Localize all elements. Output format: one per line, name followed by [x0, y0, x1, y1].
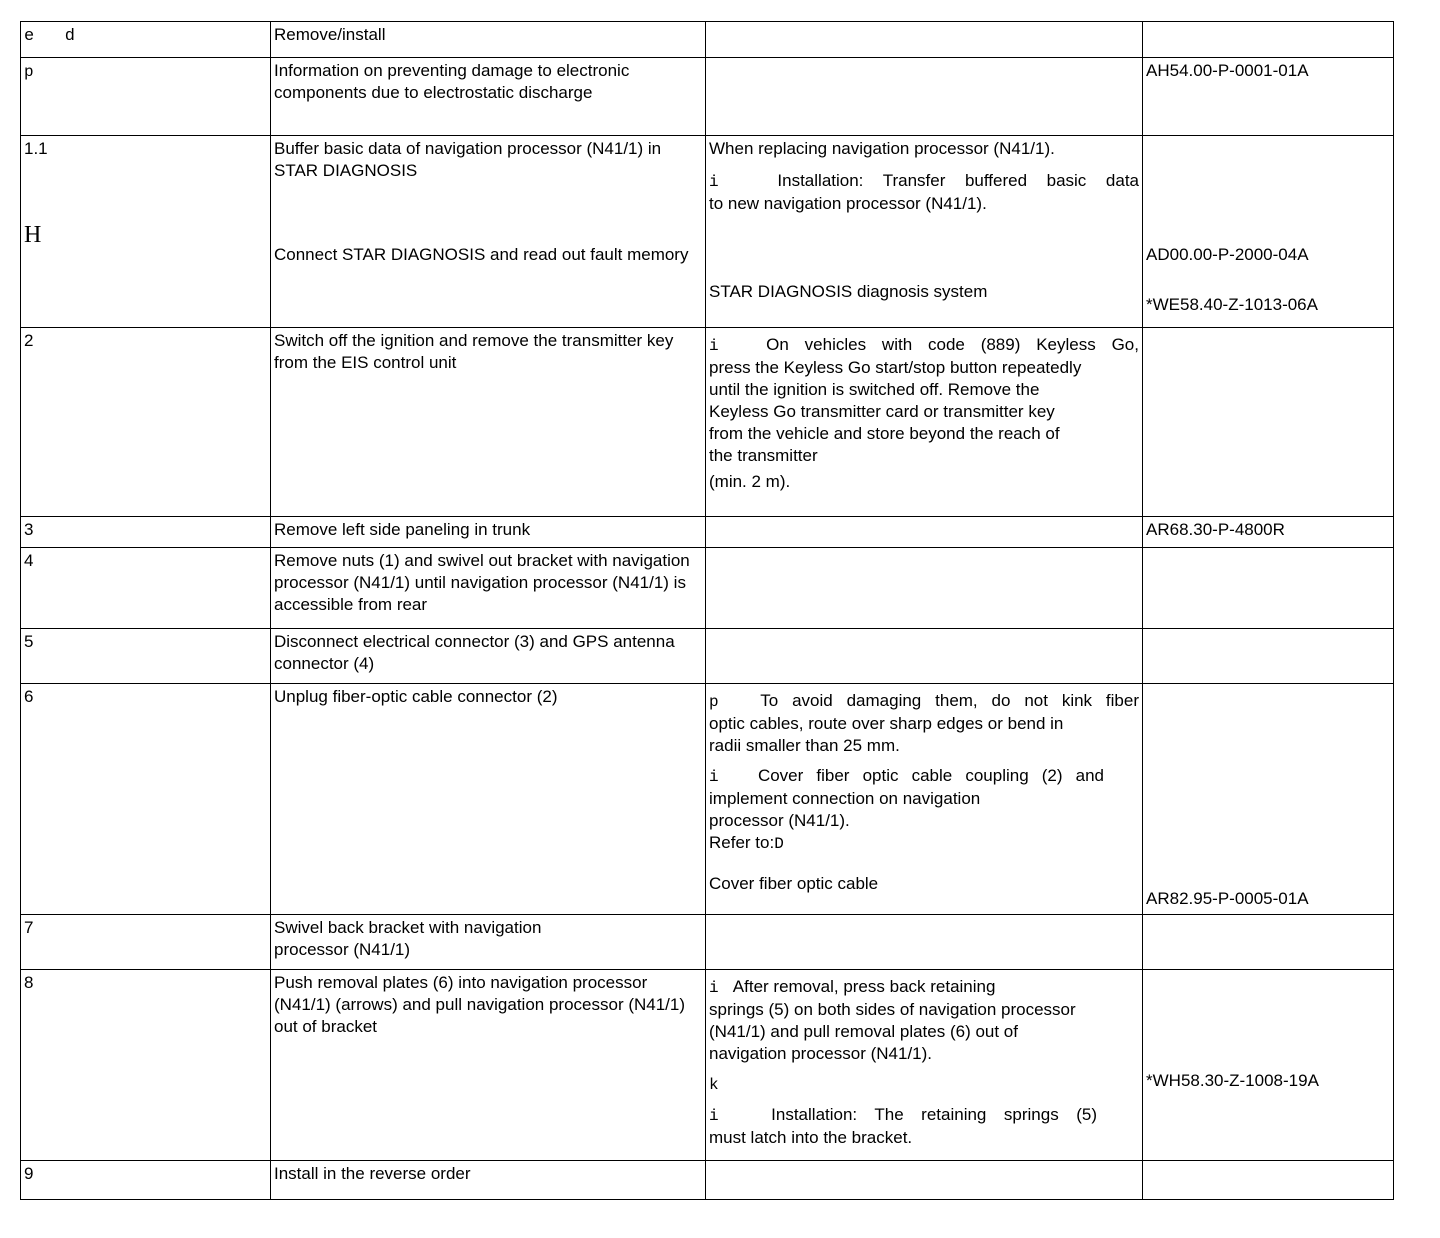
header-step-symbols: e d [24, 27, 76, 46]
fiber-caution-text: To avoid damaging them, do not kink fiber [760, 691, 1140, 710]
swivel-back-action: Swivel back bracket with navigation processor (N41/1) [274, 918, 542, 959]
cover-fiber-ref-link[interactable]: AR82.95-P-0005-01A [1146, 889, 1309, 908]
action-cell [271, 136, 706, 328]
keyless-note-distance: (min. 2 m). [709, 472, 791, 491]
note-cell [706, 915, 1143, 970]
info-icon: i [709, 768, 719, 786]
action-cell [271, 970, 706, 1161]
step-cell [21, 548, 271, 629]
ref-cell [1143, 58, 1394, 136]
fiber-caution-line1 [709, 690, 1139, 713]
table-row-6 [21, 684, 1394, 915]
fiber-caution-body: optic cables, route over sharp edges or bend in radii smaller than 25 mm. [709, 714, 1064, 755]
note-cell [706, 629, 1143, 684]
esd-action: Information on preventing damage to electronic components due to electrostatic discharge [274, 61, 630, 102]
diagnosis-icon: H [24, 222, 42, 248]
step-cell [21, 136, 271, 328]
connect-action: Connect STAR DIAGNOSIS and read out fault memory [274, 245, 689, 264]
after-removal-text: After removal, press back retaining [732, 977, 996, 996]
note-cell [706, 517, 1143, 548]
action-cell [271, 548, 706, 629]
paneling-ref-link[interactable]: AR68.30-P-4800R [1146, 520, 1285, 539]
action-cell [271, 1161, 706, 1200]
procedure-sheet [20, 21, 1393, 1200]
step-number: 7 [24, 918, 34, 937]
table-row-1-1-and-H [21, 136, 1394, 328]
ref-cell [1143, 684, 1394, 915]
ref-cell [1143, 629, 1394, 684]
cover-note-body: implement connection on navigation processor (N41/1). [709, 789, 981, 830]
refer-to-label: Refer to: [709, 833, 775, 852]
install-action: Install in the reverse order [274, 1164, 471, 1183]
header-action: Remove/install [274, 25, 386, 44]
diagnosis-system-ref-link[interactable]: *WE58.40-Z-1013-06A [1146, 295, 1318, 314]
step-cell [21, 517, 271, 548]
table-row-7 [21, 915, 1394, 970]
info-icon: i [709, 1107, 719, 1125]
refer-to-line [709, 832, 1139, 855]
caution-icon: p [24, 63, 34, 81]
latch-note-text: Installation: The retaining springs (5) [771, 1105, 1097, 1124]
ref-cell [1143, 136, 1394, 328]
step-cell [21, 22, 271, 58]
esd-ref-link[interactable]: AH54.00-P-0001-01A [1146, 61, 1309, 80]
step-cell [21, 970, 271, 1161]
step-number: 3 [24, 520, 34, 539]
table-row-4 [21, 548, 1394, 629]
document-icon: D [774, 835, 784, 853]
step-cell [21, 58, 271, 136]
note-cell [706, 136, 1143, 328]
after-removal-line1 [709, 976, 1139, 999]
caution-icon: p [709, 693, 719, 711]
table-row-header [21, 22, 1394, 58]
ref-cell [1143, 517, 1394, 548]
step-cell [21, 328, 271, 517]
action-cell [271, 328, 706, 517]
ref-cell [1143, 328, 1394, 517]
step-number: 6 [24, 687, 34, 706]
action-cell [271, 915, 706, 970]
action-cell [271, 629, 706, 684]
note-cell [706, 684, 1143, 915]
step-number: 8 [24, 973, 34, 992]
install-note-line1 [709, 170, 1139, 193]
note-cell [706, 328, 1143, 517]
fault-memory-ref-link[interactable]: AD00.00-P-2000-04A [1146, 245, 1309, 264]
cover-note-line1 [709, 765, 1104, 788]
after-removal-body: springs (5) on both sides of navigation processor (N41/1) and pull removal plates (6) out of navigation processor (N41/1). [709, 1000, 1076, 1063]
latch-note-body: must latch into the bracket. [709, 1128, 913, 1147]
key-symbol-line [709, 1073, 1139, 1096]
ref-cell [1143, 970, 1394, 1161]
ignition-action: Switch off the ignition and remove the transmitter key from the EIS control unit [274, 331, 674, 372]
note-cell [706, 22, 1143, 58]
note-cell [706, 1161, 1143, 1200]
procedure-table [20, 21, 1394, 1200]
step-number: 2 [24, 331, 34, 350]
info-icon: i [709, 173, 719, 191]
keyless-note-line1 [709, 334, 1139, 357]
buffer-action: Buffer basic data of navigation processor (N41/1) in STAR DIAGNOSIS [274, 139, 662, 180]
note-cell [706, 548, 1143, 629]
step-cell [21, 629, 271, 684]
table-row-5 [21, 629, 1394, 684]
action-cell [271, 684, 706, 915]
install-note-text: Installation: Transfer buffered basic data [777, 171, 1139, 190]
note-cell [706, 58, 1143, 136]
info-icon: i [709, 979, 719, 997]
step-number: 5 [24, 632, 34, 651]
table-row-esd [21, 58, 1394, 136]
table-row-2 [21, 328, 1394, 517]
note-cell [706, 970, 1143, 1161]
diagnosis-system-note: STAR DIAGNOSIS diagnosis system [709, 282, 988, 301]
step-number: 1.1 [24, 139, 48, 158]
keyless-note-body: press the Keyless Go start/stop button repeatedly until the ignition is switched off. Remove the Keyless Go transmitter card or transmitter key from the vehicle and store beyond the reach of the transmitter [709, 358, 1082, 465]
step-number: 4 [24, 551, 34, 570]
keyless-note-text: On vehicles with code (889) Keyless Go, [766, 335, 1139, 354]
ref-cell [1143, 1161, 1394, 1200]
action-cell [271, 517, 706, 548]
table-row-9 [21, 1161, 1394, 1200]
latch-note-line1 [709, 1104, 1097, 1127]
disconnect-action: Disconnect electrical connector (3) and GPS antenna connector (4) [274, 632, 675, 673]
unplug-action: Unplug fiber-optic cable connector (2) [274, 687, 558, 706]
swivel-out-action: Remove nuts (1) and swivel out bracket with navigation processor (N41/1) until navigation processor (N41/1) is accessible from rear [274, 551, 690, 614]
info-icon: i [709, 337, 719, 355]
paneling-action: Remove left side paneling in trunk [274, 520, 531, 539]
action-cell [271, 58, 706, 136]
step-cell [21, 684, 271, 915]
install-note-line2: to new navigation processor (N41/1). [709, 194, 987, 213]
step-cell [21, 915, 271, 970]
removal-plates-action: Push removal plates (6) into navigation processor (N41/1) (arrows) and pull navigation processor (N41/1) out of bracket [274, 973, 686, 1036]
ref-cell [1143, 22, 1394, 58]
replace-note: When replacing navigation processor (N41/1). [709, 139, 1055, 158]
key-icon: k [709, 1076, 719, 1094]
ref-cell [1143, 915, 1394, 970]
table-row-3 [21, 517, 1394, 548]
step-number: 9 [24, 1164, 34, 1183]
cover-fiber-label: Cover fiber optic cable [709, 874, 879, 893]
ref-cell [1143, 548, 1394, 629]
cover-note-text: Cover fiber optic cable coupling (2) and [757, 766, 1105, 785]
action-cell [271, 22, 706, 58]
table-row-8 [21, 970, 1394, 1161]
step-cell [21, 1161, 271, 1200]
removal-ref-link[interactable]: *WH58.30-Z-1008-19A [1146, 1071, 1319, 1090]
